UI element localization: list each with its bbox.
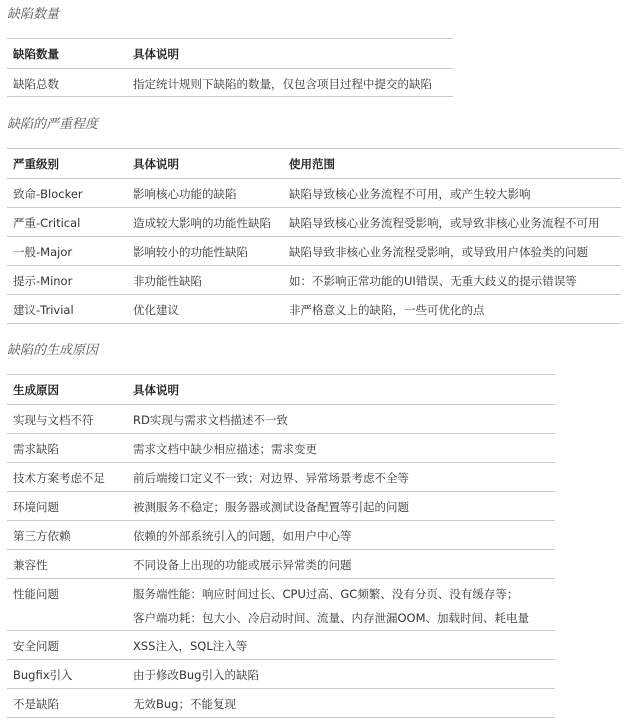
- severity-table: [7, 148, 621, 324]
- table-cell: 非功能性缺陷: [133, 274, 202, 288]
- table-header-row: [7, 375, 555, 405]
- table-cell: 环境问题: [13, 500, 59, 514]
- table-cell: 优化建议: [133, 303, 179, 317]
- section-title-severity: 缺陷的严重程度: [7, 117, 99, 132]
- table-cell: 影响较小的功能性缺陷: [133, 245, 248, 259]
- table-cell: RD实现与需求文档描述不一致: [133, 413, 288, 427]
- table-cell: 依赖的外部系统引入的问题，如用户中心等: [133, 529, 352, 543]
- header-cell: 缺陷数量: [13, 46, 59, 61]
- header-cell: 具体说明: [133, 156, 179, 171]
- table-row: [7, 237, 621, 266]
- table-cell: 致命-Blocker: [13, 187, 83, 201]
- cell-line: 服务端性能：响应时间过长、CPU过高、GC频繁、没有分页、没有缓存等；: [133, 587, 519, 601]
- table-cell: 影响核心功能的缺陷: [133, 187, 237, 201]
- header-cell: 具体说明: [133, 382, 179, 397]
- table-cell: 不同设备上出现的功能或展示异常类的问题: [133, 558, 352, 572]
- table-cell: 由于修改Bug引入的缺陷: [133, 668, 259, 682]
- table-cell: 实现与文档不符: [13, 413, 94, 427]
- table-cell: 性能问题: [13, 587, 59, 601]
- table-row: [7, 660, 555, 689]
- table-cell: 第三方依赖: [13, 529, 71, 543]
- table-cell: 无效Bug；不能复现: [133, 697, 236, 711]
- table-row: [7, 579, 555, 631]
- table-row: [7, 434, 555, 463]
- table-cell: 兼容性: [13, 558, 48, 572]
- table-cell: 严重-Critical: [13, 216, 81, 230]
- table-cell: 建议-Trivial: [13, 303, 74, 317]
- table-row: [7, 492, 555, 521]
- table-cell: 不是缺陷: [13, 697, 59, 711]
- table-row: [7, 631, 555, 660]
- cell-line: 客户端功耗：包大小、冷启动时间、流量、内存泄漏OOM、加载时间、耗电量: [133, 611, 530, 625]
- table-row: [7, 295, 621, 324]
- table-row: [7, 463, 555, 492]
- table-cell: 指定统计规则下缺陷的数量，仅包含项目过程中提交的缺陷: [133, 77, 432, 91]
- table-cell: 缺陷导致非核心业务流程受影响，或导致用户体验类的问题: [289, 245, 588, 259]
- table-row: [7, 521, 555, 550]
- table-row: [7, 405, 555, 434]
- table-cell: 缺陷导致核心业务流程不可用，或产生较大影响: [289, 187, 531, 201]
- table-cell: 被测服务不稳定；服务器或测试设备配置等引起的问题: [133, 500, 409, 514]
- table-header-row: [7, 149, 621, 179]
- table-row: [7, 550, 555, 579]
- table-cell: Bugfix引入: [13, 668, 73, 682]
- table-cell: [127, 579, 555, 631]
- header-cell: 使用范围: [289, 156, 335, 171]
- defect-count-table: [7, 38, 453, 97]
- table-cell: 造成较大影响的功能性缺陷: [133, 216, 271, 230]
- table-cell: XSS注入，SQL注入等: [133, 639, 248, 653]
- table-row: [7, 266, 621, 295]
- table-cell: 缺陷导致核心业务流程受影响，或导致非核心业务流程不可用: [289, 216, 600, 230]
- table-row: [7, 179, 621, 208]
- header-cell: 严重级别: [13, 156, 59, 171]
- table-header-row: [7, 39, 453, 69]
- table-row: [7, 689, 555, 718]
- header-cell: 具体说明: [133, 46, 179, 61]
- table-cell: 安全问题: [13, 639, 59, 653]
- table-cell: 非严格意义上的缺陷，一些可优化的点: [289, 303, 485, 317]
- table-cell: 需求缺陷: [13, 442, 59, 456]
- header-cell: 生成原因: [13, 382, 59, 397]
- causes-table: [7, 374, 555, 718]
- table-cell: 如：不影响正常功能的UI错误、无重大歧义的提示错误等: [289, 274, 577, 288]
- table-cell: 前后端接口定义不一致；对边界、异常场景考虑不全等: [133, 471, 409, 485]
- table-cell: 技术方案考虑不足: [13, 471, 105, 485]
- table-cell: 提示-Minor: [13, 274, 73, 288]
- table-cell: 缺陷总数: [13, 77, 59, 91]
- section-title-causes: 缺陷的生成原因: [7, 343, 99, 358]
- table-row: [7, 69, 453, 97]
- table-row: [7, 208, 621, 237]
- table-cell: 需求文档中缺少相应描述；需求变更: [133, 442, 317, 456]
- table-cell: 一般-Major: [13, 245, 73, 259]
- section-title-defect-count: 缺陷数量: [7, 7, 60, 22]
